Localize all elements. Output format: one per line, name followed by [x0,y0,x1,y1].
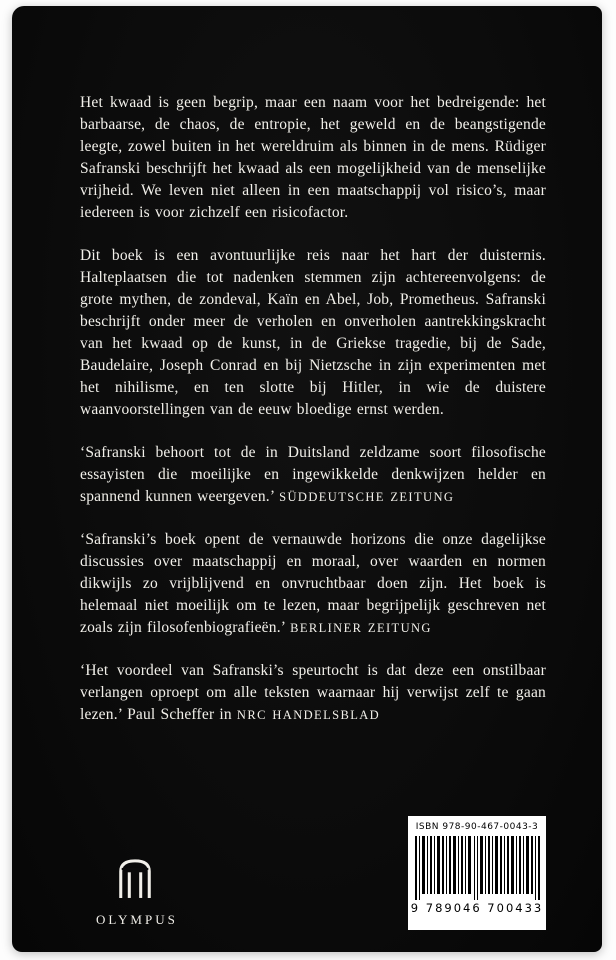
quote-attribution: Paul Scheffer in [127,706,237,723]
newspaper-name: NRC HANDELSBLAD [236,708,381,722]
isbn-label: ISBN 978-90-467-0043-3 [415,822,539,832]
newspaper-name: BERLINER ZEITUNG [290,621,432,635]
blurb-text-block [80,92,546,747]
newspaper-name: SÜDDEUTSCHE ZEITUNG [279,490,455,504]
book-back-cover [12,6,602,952]
barcode-box [408,816,546,930]
paragraph-text: Het kwaad is geen begrip, maar een naam voor het bedreigende: het barbaarse, de chaos, de entropie, het geweld en de beangstigende leegte, zowel buiten in het wereldruim als binnen in de mens. Rüdiger Safranski beschrijft het kwaad als een mogelijkheid van de menselijke vrijheid. We leven niet alleen in een maatschappij vol risico’s, maar iedereen is voor zichzelf een risicofactor. [80,94,546,221]
paragraph-text: Dit boek is een avontuurlijke reis naar het hart der duisternis. Halteplaatsen die tot nadenken stemmen zijn achtereenvolgens: de grote mythen, de zondeval, Kaïn en Abel, Job, Prometheus. Safranski beschrijft onder meer de verholen en onverholen aantrekkingskracht van het kwaad op de kunst, in de Griekse tragedie, bij de Sade, Baudelaire, Joseph Conrad en bij Nietzsche in zijn experimenten met het nihilisme, en ten slotte bij Hitler, in wie de duistere waanvoorstellingen van de eeuw bloedige ernst werden. [80,247,546,418]
publisher-name: OLYMPUS [96,912,178,927]
publisher-mark [96,856,178,928]
press-quote-nrc [80,660,546,726]
blurb-paragraph-2 [80,245,546,421]
press-quote-berliner [80,529,546,639]
olympus-temple-icon [116,856,154,900]
quote-text: ‘Safranski’s boek opent de vernauwde horizons die onze dagelijkse discussies over maatschappij en moraal, over waarden en normen dikwijls zo vrijblijvend en onvruchtbaar doen zijn. Het boek is helemaal niet moeilijk om te lezen, maar begrijpelijk geschreven net zoals zijn filosofenbiografieën.’ [80,531,546,636]
barcode-icon [414,836,540,900]
blurb-paragraph-1 [80,92,546,224]
barcode-digits: 9 789046 700433 [410,901,544,915]
quote-text: ‘Safranski behoort tot de in Duitsland zeldzame soort filosofische essayisten die moeilijke en ingewikkelde denkwijzen helder en spannend kunnen weergeven.’ [80,444,546,505]
press-quote-sueddeutsche [80,442,546,508]
quote-text: ‘Het voordeel van Safranski’s speurtocht is dat deze een onstilbaar verlangen oproept om alle teksten waarnaar hij verwijst zelf te gaan lezen.’ [80,662,546,723]
